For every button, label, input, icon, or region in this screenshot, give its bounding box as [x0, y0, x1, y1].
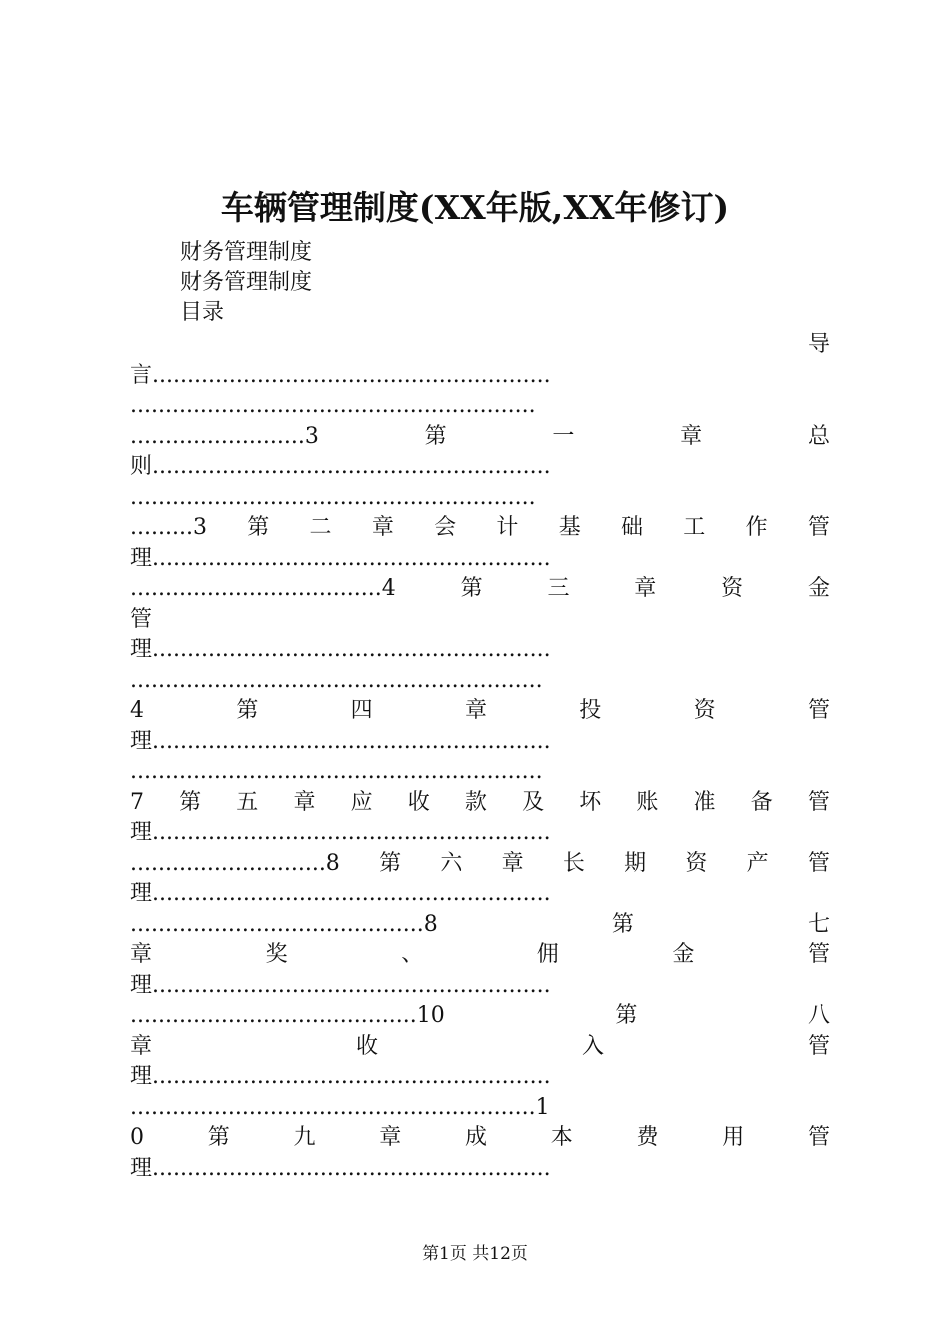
- toc-word: 收: [407, 789, 430, 815]
- toc-line: [130, 1001, 830, 1032]
- toc-line: ...........................................................: [130, 759, 543, 784]
- toc-word: 款: [464, 789, 487, 815]
- toc-line: [130, 696, 830, 727]
- toc-word: 入: [581, 1033, 604, 1059]
- toc-word: 用: [722, 1125, 745, 1150]
- subtitle-finance-2: 财务管理制度: [180, 270, 313, 295]
- toc-word: 管: [807, 1125, 830, 1150]
- toc-word: 备: [750, 789, 773, 815]
- toc-word: .........3: [130, 515, 207, 540]
- toc-word: 一: [552, 423, 575, 449]
- toc-word: 第: [379, 850, 402, 876]
- toc-word: 础: [621, 515, 644, 540]
- toc-word: 应: [350, 789, 373, 815]
- toc-word: 期: [624, 850, 647, 876]
- toc-word: 及: [522, 789, 545, 815]
- toc-word: 第: [207, 1125, 230, 1150]
- toc-word: 管: [807, 789, 830, 815]
- toc-word: 章: [634, 576, 657, 601]
- toc-line: 导: [807, 332, 830, 357]
- toc-line: ..........................................................1: [130, 1094, 550, 1120]
- toc-word: 佣: [536, 942, 559, 967]
- toc-word: 九: [293, 1125, 316, 1150]
- toc-word: 准: [693, 789, 716, 815]
- toc-word: 管: [807, 942, 830, 967]
- toc-word: 章: [130, 942, 153, 967]
- toc-word: 五: [236, 789, 259, 815]
- toc-word: 金: [672, 942, 695, 967]
- toc-line: [130, 422, 830, 453]
- toc-word: 基: [558, 515, 581, 540]
- toc-line: [130, 513, 830, 544]
- table-of-contents: [130, 330, 830, 1184]
- toc-word: 三: [547, 576, 570, 601]
- toc-line: 理.........................................................: [130, 1155, 551, 1181]
- toc-word: 坏: [579, 789, 602, 815]
- toc-word: 第: [424, 423, 447, 449]
- toc-word: 资: [721, 576, 744, 601]
- toc-line: 理.........................................................: [130, 545, 551, 571]
- subtitle-finance-1: 财务管理制度: [180, 240, 313, 265]
- contents-heading: 目录: [180, 300, 225, 325]
- toc-line: 言.........................................................: [130, 362, 551, 388]
- toc-word: 管: [807, 850, 830, 876]
- toc-word: 成: [464, 1125, 487, 1150]
- toc-line: 则.........................................................: [130, 454, 551, 479]
- toc-line: 理.........................................................: [130, 728, 551, 754]
- toc-line: 理.........................................................: [130, 820, 551, 845]
- toc-word: 第: [179, 789, 202, 815]
- toc-word: 第: [236, 698, 259, 723]
- toc-line: 理.........................................................: [130, 637, 551, 662]
- toc-word: 章: [680, 423, 703, 449]
- toc-word: 管: [807, 515, 830, 540]
- toc-word: 第: [247, 515, 270, 540]
- toc-word: ..........................................8: [130, 911, 438, 937]
- toc-line: [130, 940, 830, 971]
- toc-word: 七: [807, 911, 830, 937]
- toc-line: [130, 849, 830, 880]
- toc-word: 长: [562, 850, 585, 876]
- toc-line: [130, 1123, 830, 1154]
- toc-word: .........................................10: [130, 1003, 445, 1028]
- toc-word: 管: [807, 698, 830, 723]
- toc-line: [130, 574, 830, 605]
- toc-word: 二: [309, 515, 332, 540]
- toc-word: 章: [130, 1033, 153, 1059]
- toc-word: ............................8: [130, 850, 340, 876]
- toc-word: 章: [293, 789, 316, 815]
- toc-line: ..........................................................: [130, 393, 536, 418]
- toc-word: 第: [611, 911, 634, 937]
- document-title: 车辆管理制度(XX年版,XX年修订): [220, 188, 730, 227]
- toc-line: [130, 910, 830, 941]
- toc-word: 资: [685, 850, 708, 876]
- toc-line: [130, 1032, 830, 1063]
- toc-word: 、: [401, 942, 424, 967]
- toc-word: 章: [379, 1125, 402, 1150]
- toc-word: 4: [130, 698, 144, 723]
- toc-word: 总: [807, 423, 830, 449]
- toc-word: 八: [807, 1003, 830, 1028]
- toc-word: ....................................4: [130, 576, 396, 601]
- toc-word: 计: [496, 515, 519, 540]
- toc-line: [130, 788, 830, 819]
- toc-word: 账: [636, 789, 659, 815]
- toc-word: 六: [440, 850, 463, 876]
- toc-word: 0: [130, 1125, 144, 1150]
- toc-word: 作: [745, 515, 768, 540]
- toc-word: 费: [636, 1125, 659, 1150]
- toc-word: 资: [693, 698, 716, 723]
- toc-word: 工: [683, 515, 706, 540]
- toc-word: 第: [460, 576, 483, 601]
- toc-word: 奖: [265, 942, 288, 967]
- page-footer: 第1页 共12页: [422, 1244, 528, 1264]
- toc-line: ..........................................................: [130, 484, 536, 510]
- toc-line: 理.........................................................: [130, 972, 551, 998]
- toc-word: 投: [579, 698, 602, 723]
- toc-word: 第: [615, 1003, 638, 1028]
- toc-line: 理.........................................................: [130, 1064, 551, 1089]
- toc-word: 产: [746, 850, 769, 876]
- toc-word: 会: [434, 515, 457, 540]
- toc-word: 金: [807, 576, 830, 601]
- toc-word: 收: [355, 1033, 378, 1059]
- toc-line: 管: [130, 606, 153, 632]
- toc-word: 四: [350, 698, 373, 723]
- toc-word: 章: [501, 850, 524, 876]
- toc-word: 本: [550, 1125, 573, 1150]
- toc-word: 7: [130, 789, 144, 815]
- toc-line: ...........................................................: [130, 667, 543, 693]
- toc-word: .........................3: [130, 423, 319, 449]
- toc-word: 章: [371, 515, 394, 540]
- toc-word: 章: [464, 698, 487, 723]
- toc-line: 理.........................................................: [130, 881, 551, 906]
- toc-word: 管: [807, 1033, 830, 1059]
